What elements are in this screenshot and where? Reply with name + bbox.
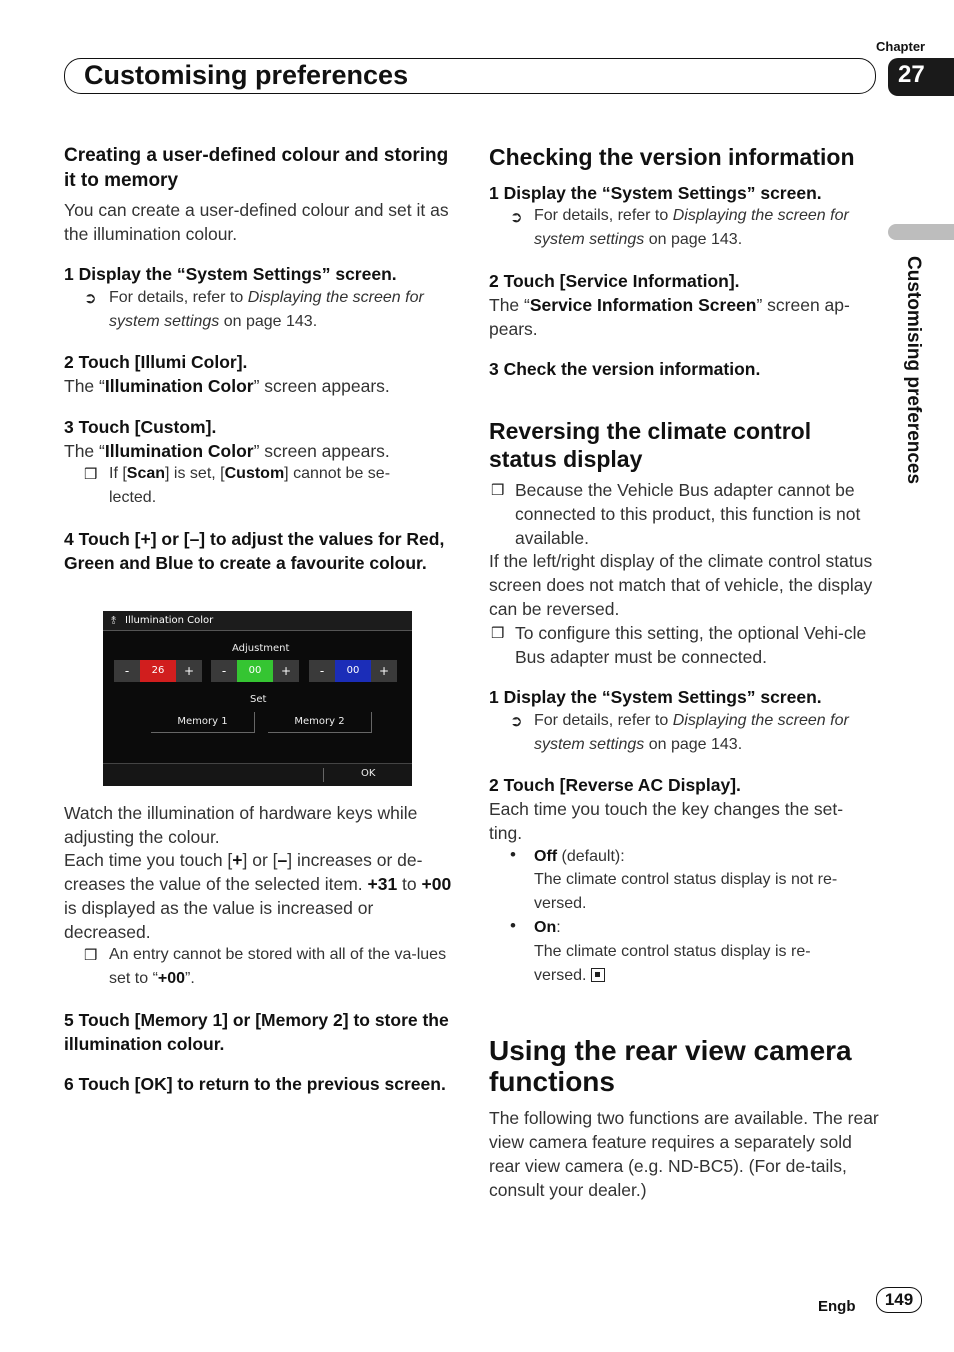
checkbox-note-icon: ❒ — [84, 947, 98, 964]
version-step-2: 2 Touch [Service Information]. — [489, 271, 740, 291]
option-on: On: — [534, 919, 561, 936]
after-figure-text-1: Watch the illumination of hardware keys while adjusting the colour. — [64, 803, 418, 847]
side-tab-marker — [888, 224, 954, 240]
side-tab-label: Customising preferences — [903, 256, 924, 485]
heading-create-colour: Creating a user-defined colour and storing it to memory — [64, 145, 449, 191]
checkbox-note-icon: ❒ — [491, 482, 505, 499]
bullet-icon: • — [510, 916, 516, 935]
blue-minus-button: - — [309, 660, 335, 682]
green-plus-button: + — [273, 660, 299, 682]
heading-reverse-climate: Reversing the climate control status display — [489, 418, 812, 472]
reverse-note-1: Because the Vehicle Bus adapter cannot be connected to this product, this function is not available. — [515, 480, 861, 548]
bullet-icon: • — [510, 845, 516, 864]
green-minus-button: - — [211, 660, 237, 682]
memory-2-button: Memory 2 — [268, 712, 372, 733]
reverse-note-2: To configure this setting, the optional Vehi-cle Bus adapter must be connected. — [515, 623, 867, 667]
back-icon: ⥉ — [111, 614, 117, 627]
red-plus-button: + — [176, 660, 202, 682]
memory-1-button: Memory 1 — [151, 712, 255, 733]
screenshot-bottom-bar — [103, 763, 412, 786]
step-2-body: The “Illumination Color” screen appears. — [64, 376, 390, 396]
blue-value: 00 — [335, 660, 371, 682]
version-step-1-note: For details, refer to Displaying the screen for system settings on page 143. — [534, 207, 849, 248]
step-3: 3 Touch [Custom]. — [64, 417, 217, 437]
page-number: 149 — [876, 1287, 922, 1313]
page-title: Customising preferences — [84, 60, 409, 90]
blue-row — [309, 660, 397, 682]
version-step-1: 1 Display the “System Settings” screen. — [489, 183, 822, 203]
blue-plus-button: + — [371, 660, 397, 682]
step-5: 5 Touch [Memory 1] or [Memory 2] to store the illumination colour. — [64, 1010, 449, 1054]
after-figure-text-2: Each time you touch [+] or [–] increases or de-creases the value of the selected item. +31 to +00 is displayed as the value is increased or decreased. — [64, 850, 452, 942]
heading-rear-camera: Using the rear view camera functions — [489, 1035, 852, 1097]
checkbox-note-icon: ❒ — [491, 625, 505, 642]
entry-note: An entry cannot be stored with all of the va-lues set to “+00”. — [109, 946, 447, 987]
red-minus-button: - — [114, 660, 140, 682]
reverse-step-1: 1 Display the “System Settings” screen. — [489, 687, 822, 707]
step-3-body: The “Illumination Color” screen appears. — [64, 441, 390, 461]
version-step-3: 3 Check the version information. — [489, 359, 761, 379]
reverse-step-2: 2 Touch [Reverse AC Display]. — [489, 775, 741, 795]
end-mark-icon — [591, 968, 605, 982]
arrow-icon: ➲ — [84, 290, 97, 307]
intro-text: You can create a user-defined colour and set it as the illumination colour. — [64, 200, 449, 244]
illumination-color-screenshot — [103, 611, 412, 786]
adjustment-label: Adjustment — [232, 643, 290, 654]
reverse-step-1-note: For details, refer to Displaying the screen for system settings on page 143. — [534, 712, 849, 753]
reverse-body: If the left/right display of the climate control status screen does not match that of vehicle, the display can be reversed. — [489, 551, 873, 619]
arrow-icon: ➲ — [510, 209, 523, 226]
ok-button: OK — [361, 768, 376, 779]
arrow-icon: ➲ — [510, 713, 523, 730]
option-off: Off (default): — [534, 848, 625, 865]
reverse-step-2-body: Each time you touch the key changes the set-ting. — [489, 799, 844, 843]
step-6: 6 Touch [OK] to return to the previous screen. — [64, 1074, 446, 1094]
chapter-number: 27 — [888, 58, 954, 96]
green-row — [211, 660, 299, 682]
red-row — [114, 660, 202, 682]
screenshot-title: Illumination Color — [103, 611, 412, 631]
step-1-note: For details, refer to Displaying the screen for system settings on page 143. — [109, 289, 424, 330]
chapter-label: Chapter — [876, 39, 926, 54]
option-off-desc: The climate control status display is not re-versed. — [534, 871, 838, 912]
step-2: 2 Touch [Illumi Color]. — [64, 352, 248, 372]
red-value: 26 — [140, 660, 176, 682]
rear-camera-body: The following two functions are available. The rear view camera feature requires a separately sold rear view camera (e.g. ND-BC5). (For de-tails, consult your dealer.) — [489, 1108, 879, 1200]
heading-version: Checking the version information — [489, 144, 855, 170]
set-label: Set — [250, 694, 267, 705]
step-1: 1 Display the “System Settings” screen. — [64, 264, 397, 284]
green-value: 00 — [237, 660, 273, 682]
step-3-note: If [Scan] is set, [Custom] cannot be se-lected. — [109, 465, 391, 506]
language-label: Engb — [818, 1298, 856, 1315]
version-step-2-body: The “Service Information Screen” screen ap-pears. — [489, 295, 850, 339]
checkbox-note-icon: ❒ — [84, 466, 98, 483]
option-on-desc: The climate control status display is re-versed. — [534, 943, 811, 984]
step-4: 4 Touch [+] or [–] to adjust the values for Red, Green and Blue to create a favourite colour. — [64, 529, 445, 573]
